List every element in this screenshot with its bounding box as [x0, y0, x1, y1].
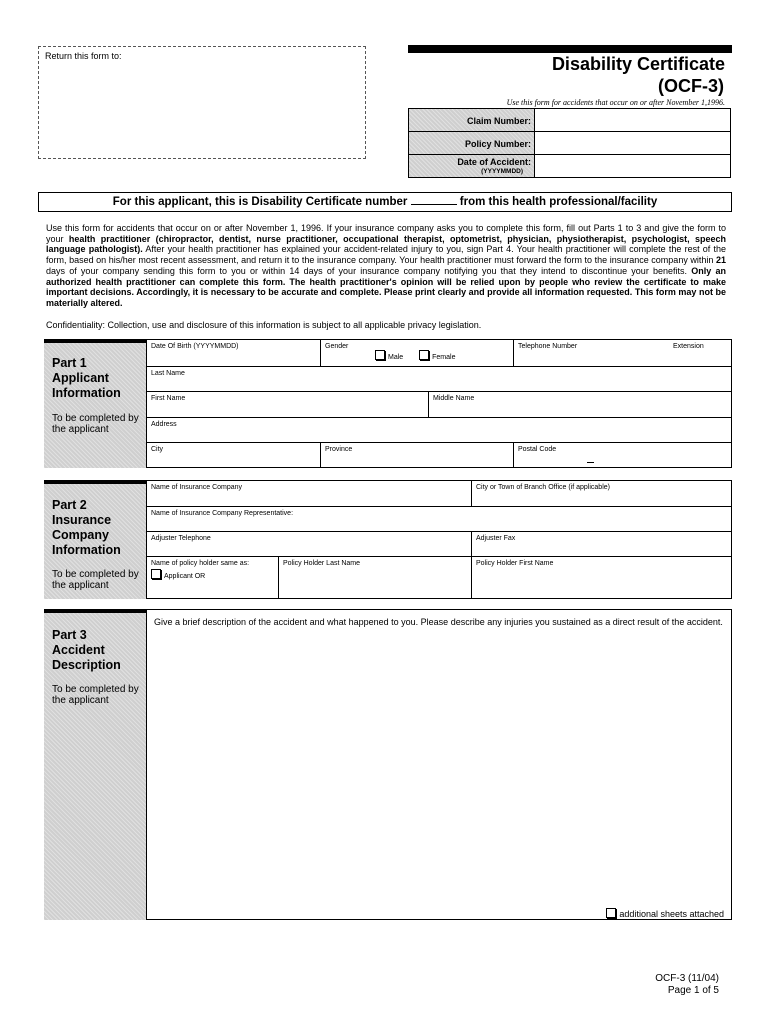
intro-text-1: Use this form for accidents that occur on or after November 1, 1996. If your insurance company asks you to complete this form, fill out Parts 1 to 3 and give the form to your: [46, 223, 726, 244]
policy-number-field[interactable]: [535, 132, 730, 154]
middle-name-label: Middle Name: [433, 395, 475, 402]
male-label: Male: [388, 354, 404, 361]
confidentiality-note: Confidentiality: Collection, use and disclosure of this information is subject to all applicable privacy legislation.: [46, 320, 482, 330]
part1-title-line3: Information: [52, 386, 121, 400]
adjuster-fax-field[interactable]: [471, 531, 731, 556]
policy-holder-same-label: Name of policy holder same as:: [151, 560, 250, 567]
claim-number-field[interactable]: [535, 109, 730, 131]
page-footer: [655, 973, 719, 997]
postal-code-label: Postal Code: [518, 446, 557, 453]
policy-number-label: Policy Number:: [464, 139, 531, 149]
last-name-field[interactable]: [147, 366, 731, 391]
page-number: Page 1 of 5: [667, 985, 719, 996]
form-title: Disability Certificate: [551, 54, 725, 74]
part2-section: [44, 480, 732, 599]
return-address-label: Return this form to:: [45, 51, 122, 61]
branch-city-field[interactable]: [471, 481, 731, 506]
part1-title: Part 1: [52, 356, 87, 370]
city-field[interactable]: [147, 442, 320, 467]
part2-title-line3: Company: [52, 528, 109, 542]
postal-code-field[interactable]: [513, 442, 731, 467]
part3-section: [44, 609, 732, 920]
gender-label: Gender: [325, 343, 349, 350]
additional-sheets-checkbox[interactable]: [606, 908, 616, 918]
telephone-label: Telephone Number: [518, 343, 578, 350]
part2-title: Part 2: [52, 498, 87, 512]
gender-field: [320, 340, 513, 366]
part2-note: To be completed by the applicant: [52, 569, 139, 591]
part3-title-line2: Accident: [52, 643, 105, 657]
certificate-text-before: For this applicant, this is Disability Certificate number: [112, 196, 408, 208]
part2-title-line4: Information: [52, 543, 121, 557]
part3-note: To be completed by the applicant: [52, 684, 139, 706]
part1-sidebar: [44, 339, 146, 468]
extension-label: Extension: [673, 343, 704, 350]
certificate-text-after: from this health professional/facility: [459, 196, 658, 208]
middle-name-field[interactable]: [428, 391, 731, 417]
address-field[interactable]: [147, 417, 731, 442]
insurance-company-label: Name of Insurance Company: [151, 484, 243, 491]
province-field[interactable]: [320, 442, 513, 467]
dob-field[interactable]: [147, 340, 320, 366]
additional-sheets-label: additional sheets attached: [619, 909, 724, 919]
claim-number-label: Claim Number:: [466, 116, 531, 126]
intro-text-2: After your health practitioner has explained your accident-related injury to you, sign Part 4. Your health practitioner will complete the rest of the form, based on his/her most recent assessment, and return it to the insurance company. Your health practitioner must forward the form to the insurance company within: [46, 244, 727, 266]
date-of-accident-label: Date of Accident:: [457, 157, 531, 167]
header-fields-table: [408, 108, 731, 178]
adjuster-telephone-label: Adjuster Telephone: [151, 535, 211, 542]
policy-holder-last-name-label: Policy Holder Last Name: [283, 560, 361, 567]
part1-title-line2: Applicant: [52, 371, 109, 385]
city-label: City: [151, 446, 164, 453]
insurance-company-field[interactable]: [147, 481, 471, 506]
female-label: Female: [432, 354, 456, 361]
part1-section: [44, 339, 732, 468]
intro-warning: Only an authorized health practitioner can complete this form. The health practitioner's opinion will be relied upon by people who review the certificate to make important decisions. Accordingly, it is necessary to be accurate and complete. Please print clearly and provide all information requested. This form may not be materially altered.: [46, 265, 726, 308]
applicant-or-label: Applicant OR: [164, 573, 206, 580]
intro-paragraph: [46, 223, 726, 309]
certificate-number-box: [38, 192, 732, 212]
policy-holder-same-field: [147, 556, 278, 598]
policy-holder-last-name-field[interactable]: [278, 556, 471, 598]
representative-field[interactable]: [147, 506, 731, 531]
return-address-box[interactable]: [38, 46, 366, 159]
last-name-label: Last Name: [151, 370, 185, 377]
header-black-bar: [408, 45, 732, 53]
date-format-hint: (YYYYMMDD): [481, 168, 523, 175]
part2-sidebar: [44, 480, 146, 599]
female-checkbox[interactable]: [419, 350, 429, 360]
intro-practitioners: health practitioner (chiropractor, dentist, nurse practitioner, occupational therapist, optometrist, physician, physiotherapist, psychologist, speech language pathologist).: [46, 233, 726, 255]
form-code-footer: OCF-3 (11/04): [655, 973, 719, 984]
part3-title: Part 3: [52, 628, 87, 642]
extension-field[interactable]: [669, 340, 731, 366]
branch-city-label: City or Town of Branch Office (if applicable): [476, 484, 610, 491]
part2-title-line2: Insurance: [52, 513, 112, 527]
intro-days: 21: [715, 255, 726, 266]
province-label: Province: [325, 446, 353, 453]
part1-note: To be completed by the applicant: [52, 413, 139, 435]
adjuster-fax-label: Adjuster Fax: [476, 535, 516, 542]
part3-title-line3: Description: [52, 658, 121, 672]
policy-holder-first-name-label: Policy Holder First Name: [476, 560, 554, 567]
dob-label: Date Of Birth (YYYYMMDD): [151, 343, 239, 350]
representative-label: Name of Insurance Company Representative:: [151, 510, 294, 517]
address-label: Address: [151, 421, 177, 428]
date-of-accident-field[interactable]: [535, 155, 730, 177]
accident-description-field[interactable]: [146, 609, 732, 920]
form-code: (OCF-3): [658, 76, 724, 96]
telephone-field[interactable]: [513, 340, 669, 366]
first-name-field[interactable]: [147, 391, 428, 417]
part3-sidebar: [44, 609, 146, 920]
intro-text-3: days of your company sending this form to you or within 14 days of your insurance company notifying you that they intend to discontinue your benefits.: [46, 265, 688, 276]
male-checkbox[interactable]: [375, 350, 385, 360]
postal-code-dash: [587, 462, 594, 463]
policy-holder-first-name-field[interactable]: [471, 556, 731, 598]
accident-instruction: Give a brief description of the accident and what happened to you. Please describe any injuries you sustained as a direct result of the accident.: [154, 617, 723, 627]
first-name-label: First Name: [151, 395, 186, 402]
applicant-checkbox[interactable]: [151, 569, 161, 579]
adjuster-telephone-field[interactable]: [147, 531, 471, 556]
certificate-number-field[interactable]: [411, 194, 457, 205]
form-subtitle: Use this form for accidents that occur on or after November 1,1996.: [506, 98, 725, 107]
